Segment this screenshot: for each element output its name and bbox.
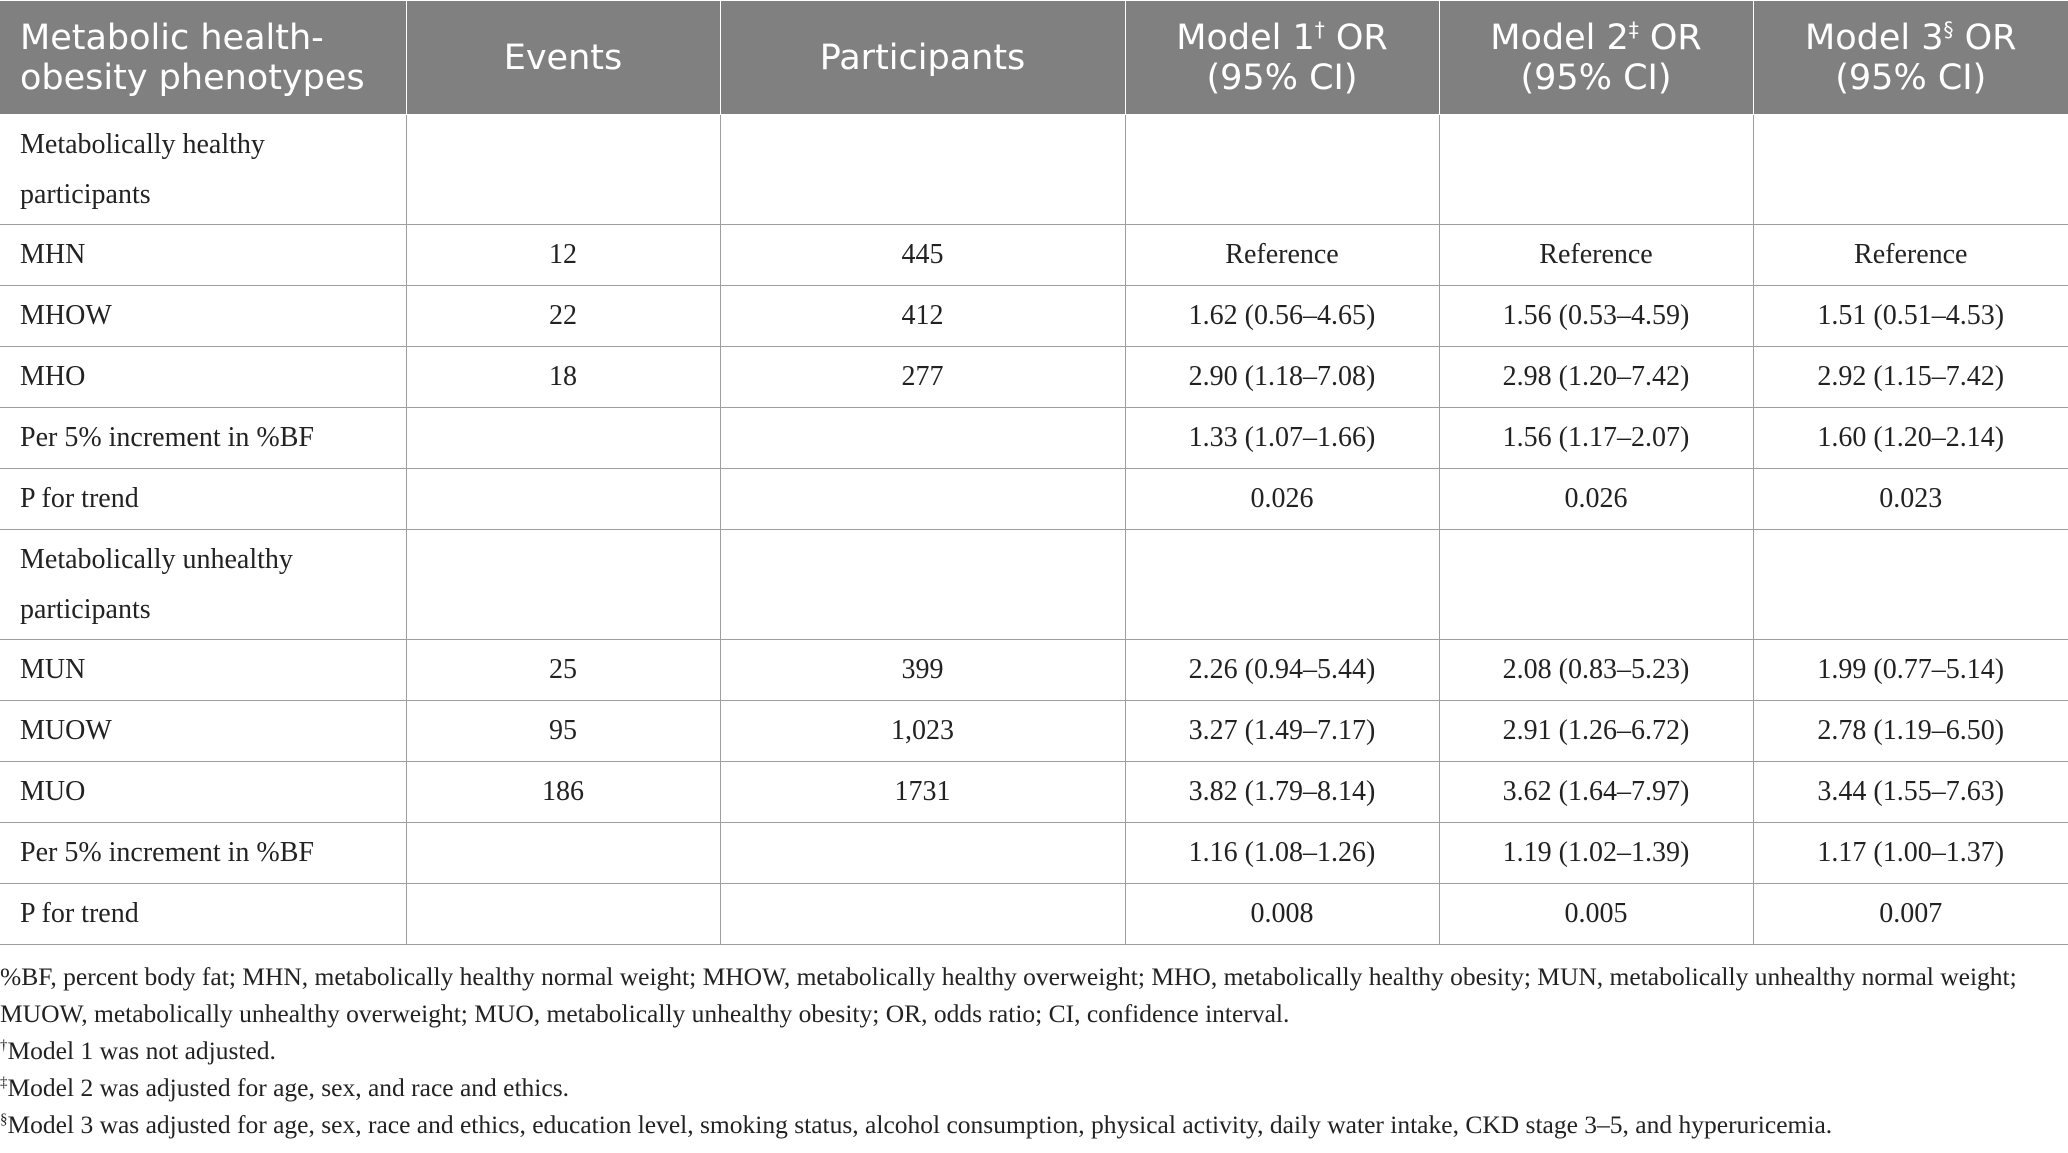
model-1-cell — [1125, 115, 1439, 225]
row-label: P for trend — [0, 884, 406, 945]
header-participants-text: Participants — [819, 37, 1026, 78]
participants-cell — [720, 115, 1125, 225]
participants-cell — [720, 469, 1125, 530]
table-row — [0, 701, 2068, 762]
model-2-cell: 2.91 (1.26–6.72) — [1439, 701, 1753, 762]
row-label: Per 5% increment in %BF — [0, 823, 406, 884]
model-1-cell: 3.27 (1.49–7.17) — [1125, 701, 1439, 762]
table-row — [0, 762, 2068, 823]
table-row — [0, 225, 2068, 286]
events-cell: 95 — [406, 701, 720, 762]
model-1-cell: Reference — [1125, 225, 1439, 286]
row-label: MUO — [0, 762, 406, 823]
model-3-cell: 1.51 (0.51–4.53) — [1753, 286, 2068, 347]
table-row — [0, 884, 2068, 945]
footnote-model-3 — [0, 1106, 2060, 1143]
model-2-cell — [1439, 115, 1753, 225]
model-2-cell: 2.08 (0.83–5.23) — [1439, 640, 1753, 701]
model-2-cell: 1.19 (1.02–1.39) — [1439, 823, 1753, 884]
table-row — [0, 286, 2068, 347]
header-phenotypes-text: Metabolic health-obesity phenotypes — [20, 17, 365, 98]
events-cell: 12 — [406, 225, 720, 286]
events-cell: 186 — [406, 762, 720, 823]
model-1-cell: 3.82 (1.79–8.14) — [1125, 762, 1439, 823]
footnote-model-2-text: Model 2 was adjusted for age, sex, and race and ethics. — [7, 1073, 570, 1102]
events-cell — [406, 469, 720, 530]
model-1-cell: 1.16 (1.08–1.26) — [1125, 823, 1439, 884]
model-1-cell: 1.33 (1.07–1.66) — [1125, 408, 1439, 469]
row-label: Metabolically unhealthy participants — [0, 530, 406, 640]
footnote-model-3-mark: § — [0, 1111, 8, 1128]
table-row — [0, 823, 2068, 884]
header-model-2 — [1439, 1, 1753, 115]
footnote-model-3-text: Model 3 was adjusted for age, sex, race and ethics, education level, smoking status, alcohol consumption, physical activity, daily water intake, CKD stage 3–5, and hyperuricemia. — [7, 1110, 1833, 1139]
participants-cell: 445 — [720, 225, 1125, 286]
header-model-1-text: Model 1 — [1176, 17, 1315, 58]
table-row — [0, 408, 2068, 469]
footnote-model-2-mark: ‡ — [0, 1074, 8, 1091]
model-1-cell: 0.026 — [1125, 469, 1439, 530]
footnote-model-1-mark: † — [0, 1037, 8, 1054]
events-cell: 25 — [406, 640, 720, 701]
model-3-cell: 1.17 (1.00–1.37) — [1753, 823, 2068, 884]
footnote-model-2 — [0, 1069, 2060, 1106]
row-label: MUN — [0, 640, 406, 701]
events-cell — [406, 115, 720, 225]
group-header-row — [0, 115, 2068, 225]
participants-cell — [720, 823, 1125, 884]
abbreviations-note: %BF, percent body fat; MHN, metabolically healthy normal weight; MHOW, metabolically healthy overweight; MHO, metabolically healthy obesity; MUN, metabolically unhealthy normal weight; MUOW, metabolically unhealthy overweight; MUO, metabolically unhealthy obesity; OR, odds ratio; CI, confidence interval. — [0, 962, 2017, 1028]
header-participants — [720, 1, 1125, 115]
model-3-cell: 0.023 — [1753, 469, 2068, 530]
header-phenotypes — [0, 1, 406, 115]
participants-cell: 1,023 — [720, 701, 1125, 762]
header-model-2-text: Model 2 — [1490, 17, 1629, 58]
table-footnotes — [0, 958, 2060, 1143]
row-label: P for trend — [0, 469, 406, 530]
header-model-2-suffix: OR (95% CI) — [1520, 17, 1702, 98]
model-2-cell: 3.62 (1.64–7.97) — [1439, 762, 1753, 823]
table-row — [0, 469, 2068, 530]
events-cell — [406, 408, 720, 469]
participants-cell: 1731 — [720, 762, 1125, 823]
row-label: Per 5% increment in %BF — [0, 408, 406, 469]
model-1-cell: 0.008 — [1125, 884, 1439, 945]
row-label: MHN — [0, 225, 406, 286]
model-3-cell: 2.92 (1.15–7.42) — [1753, 347, 2068, 408]
model-3-cell: 1.60 (1.20–2.14) — [1753, 408, 2068, 469]
participants-cell: 399 — [720, 640, 1125, 701]
participants-cell: 277 — [720, 347, 1125, 408]
events-cell — [406, 530, 720, 640]
model-3-cell: 0.007 — [1753, 884, 2068, 945]
header-model-3-text: Model 3 — [1805, 17, 1944, 58]
row-label: MUOW — [0, 701, 406, 762]
header-events — [406, 1, 720, 115]
model-3-cell — [1753, 115, 2068, 225]
row-label: MHO — [0, 347, 406, 408]
table-row — [0, 640, 2068, 701]
model-2-cell: 2.98 (1.20–7.42) — [1439, 347, 1753, 408]
model-1-cell: 2.90 (1.18–7.08) — [1125, 347, 1439, 408]
model-3-cell: 3.44 (1.55–7.63) — [1753, 762, 2068, 823]
header-row — [0, 1, 2068, 115]
header-model-3-suffix: OR (95% CI) — [1835, 17, 2017, 98]
table-header — [0, 1, 2068, 115]
model-2-cell: 0.005 — [1439, 884, 1753, 945]
model-1-cell — [1125, 530, 1439, 640]
participants-cell: 412 — [720, 286, 1125, 347]
model-2-cell: 0.026 — [1439, 469, 1753, 530]
model-2-cell — [1439, 530, 1753, 640]
header-events-text: Events — [503, 37, 623, 78]
header-model-1-mark: † — [1314, 16, 1325, 41]
events-cell — [406, 823, 720, 884]
row-label: Metabolically healthy participants — [0, 115, 406, 225]
header-model-3 — [1753, 1, 2068, 115]
header-model-2-mark: ‡ — [1628, 16, 1639, 41]
footnote-model-1-text: Model 1 was not adjusted. — [7, 1036, 276, 1065]
model-3-cell — [1753, 530, 2068, 640]
table-body — [0, 115, 2068, 945]
participants-cell — [720, 408, 1125, 469]
participants-cell — [720, 530, 1125, 640]
events-cell — [406, 884, 720, 945]
row-label: MHOW — [0, 286, 406, 347]
participants-cell — [720, 884, 1125, 945]
model-2-cell: 1.56 (1.17–2.07) — [1439, 408, 1753, 469]
model-2-cell: 1.56 (0.53–4.59) — [1439, 286, 1753, 347]
events-cell: 22 — [406, 286, 720, 347]
table-row — [0, 347, 2068, 408]
group-header-row — [0, 530, 2068, 640]
model-1-cell: 2.26 (0.94–5.44) — [1125, 640, 1439, 701]
events-cell: 18 — [406, 347, 720, 408]
model-3-cell: 1.99 (0.77–5.14) — [1753, 640, 2068, 701]
model-3-cell: Reference — [1753, 225, 2068, 286]
header-model-3-mark: § — [1943, 16, 1954, 41]
model-2-cell: Reference — [1439, 225, 1753, 286]
header-model-1-suffix: OR (95% CI) — [1206, 17, 1388, 98]
header-model-1 — [1125, 1, 1439, 115]
model-1-cell: 1.62 (0.56–4.65) — [1125, 286, 1439, 347]
model-3-cell: 2.78 (1.19–6.50) — [1753, 701, 2068, 762]
footnote-model-1 — [0, 1032, 2060, 1069]
